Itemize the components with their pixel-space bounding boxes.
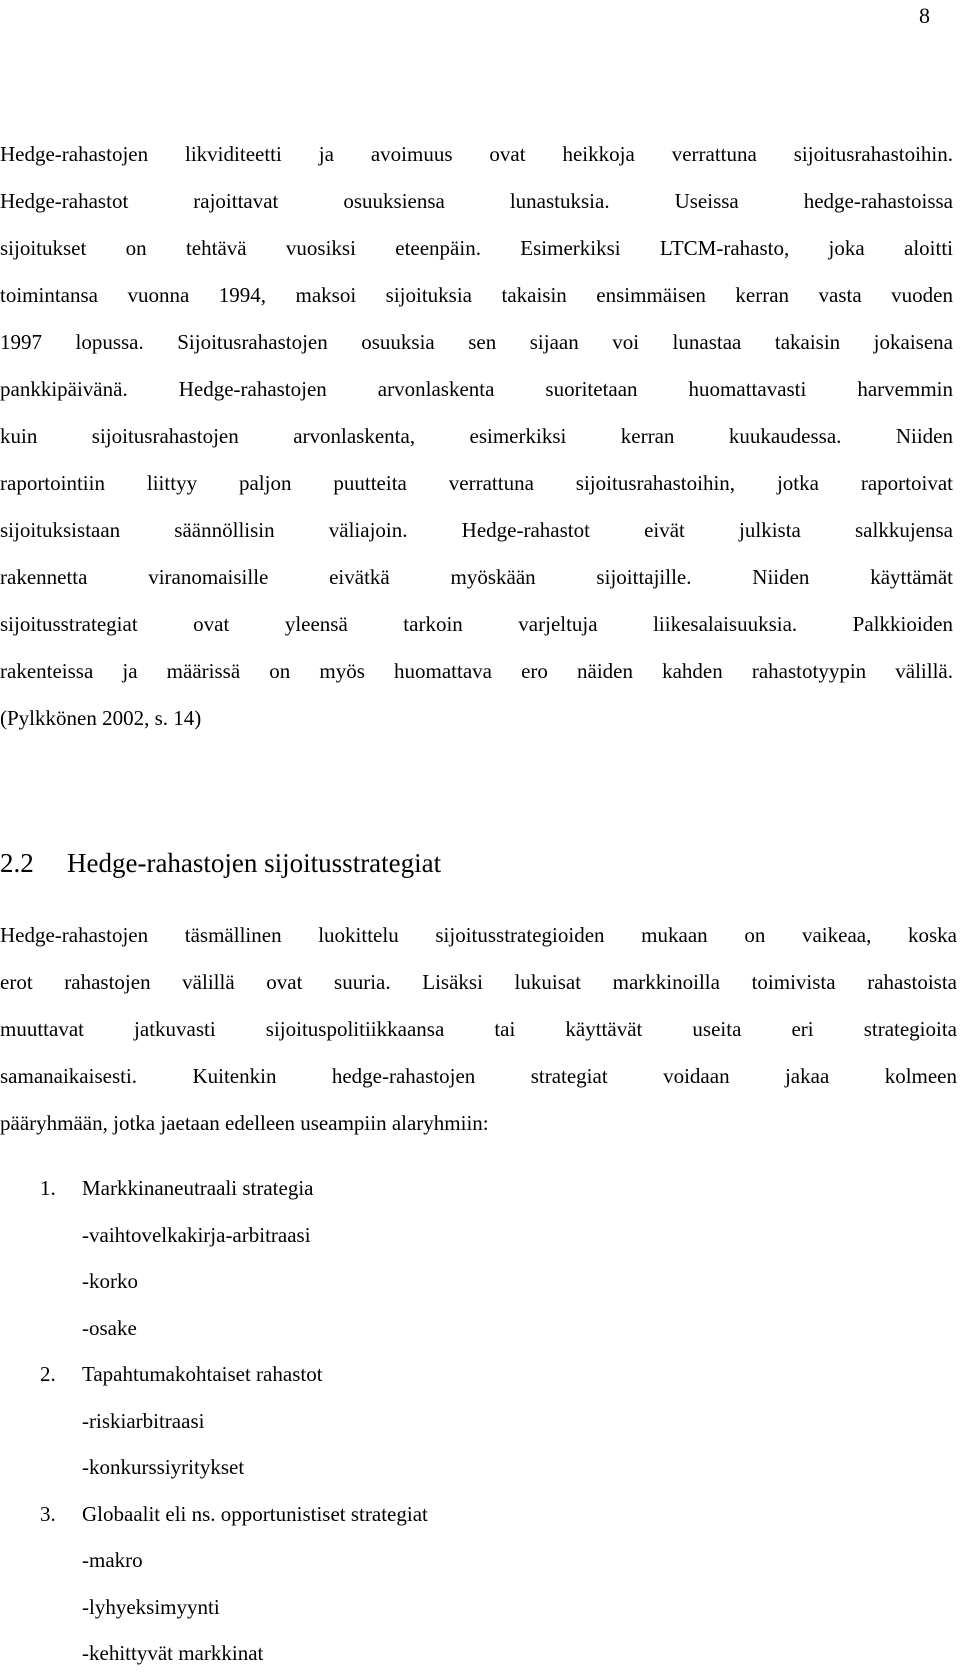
paragraph-line: rakenteissa ja määrissä on myös huomattava ero näiden kahden rahastotyypin välillä. [0, 659, 953, 683]
list-item-text: Markkinaneutraali strategia [82, 1176, 314, 1200]
list-item-text: -osake [82, 1315, 137, 1340]
paragraph-liquidity [0, 131, 953, 742]
paragraph-line: raportointiin liittyy paljon puutteita verrattuna sijoitusrahastoihin, jotka raportoivat [0, 471, 953, 495]
list-item-text: Tapahtumakohtaiset rahastot [82, 1362, 323, 1386]
list-item-text: Globaalit eli ns. opportunistiset strategiat [82, 1501, 428, 1526]
list-marker: 3. [40, 1501, 56, 1526]
paragraph-line: erot rahastojen välillä ovat suuria. Lisäksi lukuisat markkinoilla toimivista rahastoista [0, 970, 957, 994]
paragraph-line: sijoitukset on tehtävä vuosiksi eteenpäin. Esimerkiksi LTCM-rahasto, joka aloitti [0, 236, 953, 260]
page-number: 8 [919, 3, 930, 28]
section-heading [0, 846, 441, 880]
list-item-text: -kehittyvät markkinat [82, 1641, 264, 1665]
paragraph-line: pankkipäivänä. Hedge-rahastojen arvonlaskenta suoritetaan huomattavasti harvemmin [0, 377, 953, 401]
paragraph-line: Hedge-rahastot rajoittavat osuuksiensa lunastuksia. Useissa hedge-rahastoissa [0, 189, 953, 213]
paragraph-line: pääryhmään, jotka jaetaan edelleen useampiin alaryhmiin: [0, 1111, 489, 1135]
paragraph-line: Hedge-rahastojen likviditeetti ja avoimuus ovat heikkoja verrattuna sijoitusrahastoihin. [0, 142, 953, 166]
list-item-text: -konkurssiyritykset [82, 1455, 245, 1479]
paragraph-line: sijoitusstrategiat ovat yleensä tarkoin varjeltuja liikesalaisuuksia. Palkkioiden [0, 612, 953, 636]
list-item-text: -makro [82, 1548, 143, 1572]
list-item-text: -lyhyeksimyynti [82, 1594, 220, 1619]
list-item-text: -korko [82, 1269, 138, 1293]
section-number: 2.2 [0, 848, 34, 878]
paragraph-line: sijoituksistaan säännöllisin väliajoin. Hedge-rahastot eivät julkista salkkujensa [0, 518, 953, 542]
paragraph-line: samanaikaisesti. Kuitenkin hedge-rahastojen strategiat voidaan jakaa kolmeen [0, 1064, 957, 1088]
paragraph-line: Hedge-rahastojen täsmällinen luokittelu sijoitusstrategioiden mukaan on vaikeaa, koska [0, 923, 957, 947]
paragraph-line-citation: (Pylkkönen 2002, s. 14) [0, 706, 202, 730]
list-marker: 2. [40, 1362, 56, 1386]
list-marker: 1. [40, 1176, 56, 1200]
list-item-text: -riskiarbitraasi [82, 1408, 205, 1433]
paragraph-strategies-intro [0, 912, 957, 1147]
list-item-text: -vaihtovelkakirja-arbitraasi [82, 1222, 311, 1247]
paragraph-line: toimintansa vuonna 1994, maksoi sijoituksia takaisin ensimmäisen kerran vasta vuoden [0, 283, 953, 307]
paragraph-line: kuin sijoitusrahastojen arvonlaskenta, esimerkiksi kerran kuukaudessa. Niiden [0, 424, 953, 448]
section-title: Hedge-rahastojen sijoitusstrategiat [67, 848, 442, 878]
paragraph-line: muuttavat jatkuvasti sijoituspolitiikkaansa tai käyttävät useita eri strategioita [0, 1017, 957, 1041]
paragraph-line: 1997 lopussa. Sijoitusrahastojen osuuksia sen sijaan voi lunastaa takaisin jokaisena [0, 330, 953, 354]
paragraph-line: rakennetta viranomaisille eivätkä myöskään sijoittajille. Niiden käyttämät [0, 565, 953, 589]
